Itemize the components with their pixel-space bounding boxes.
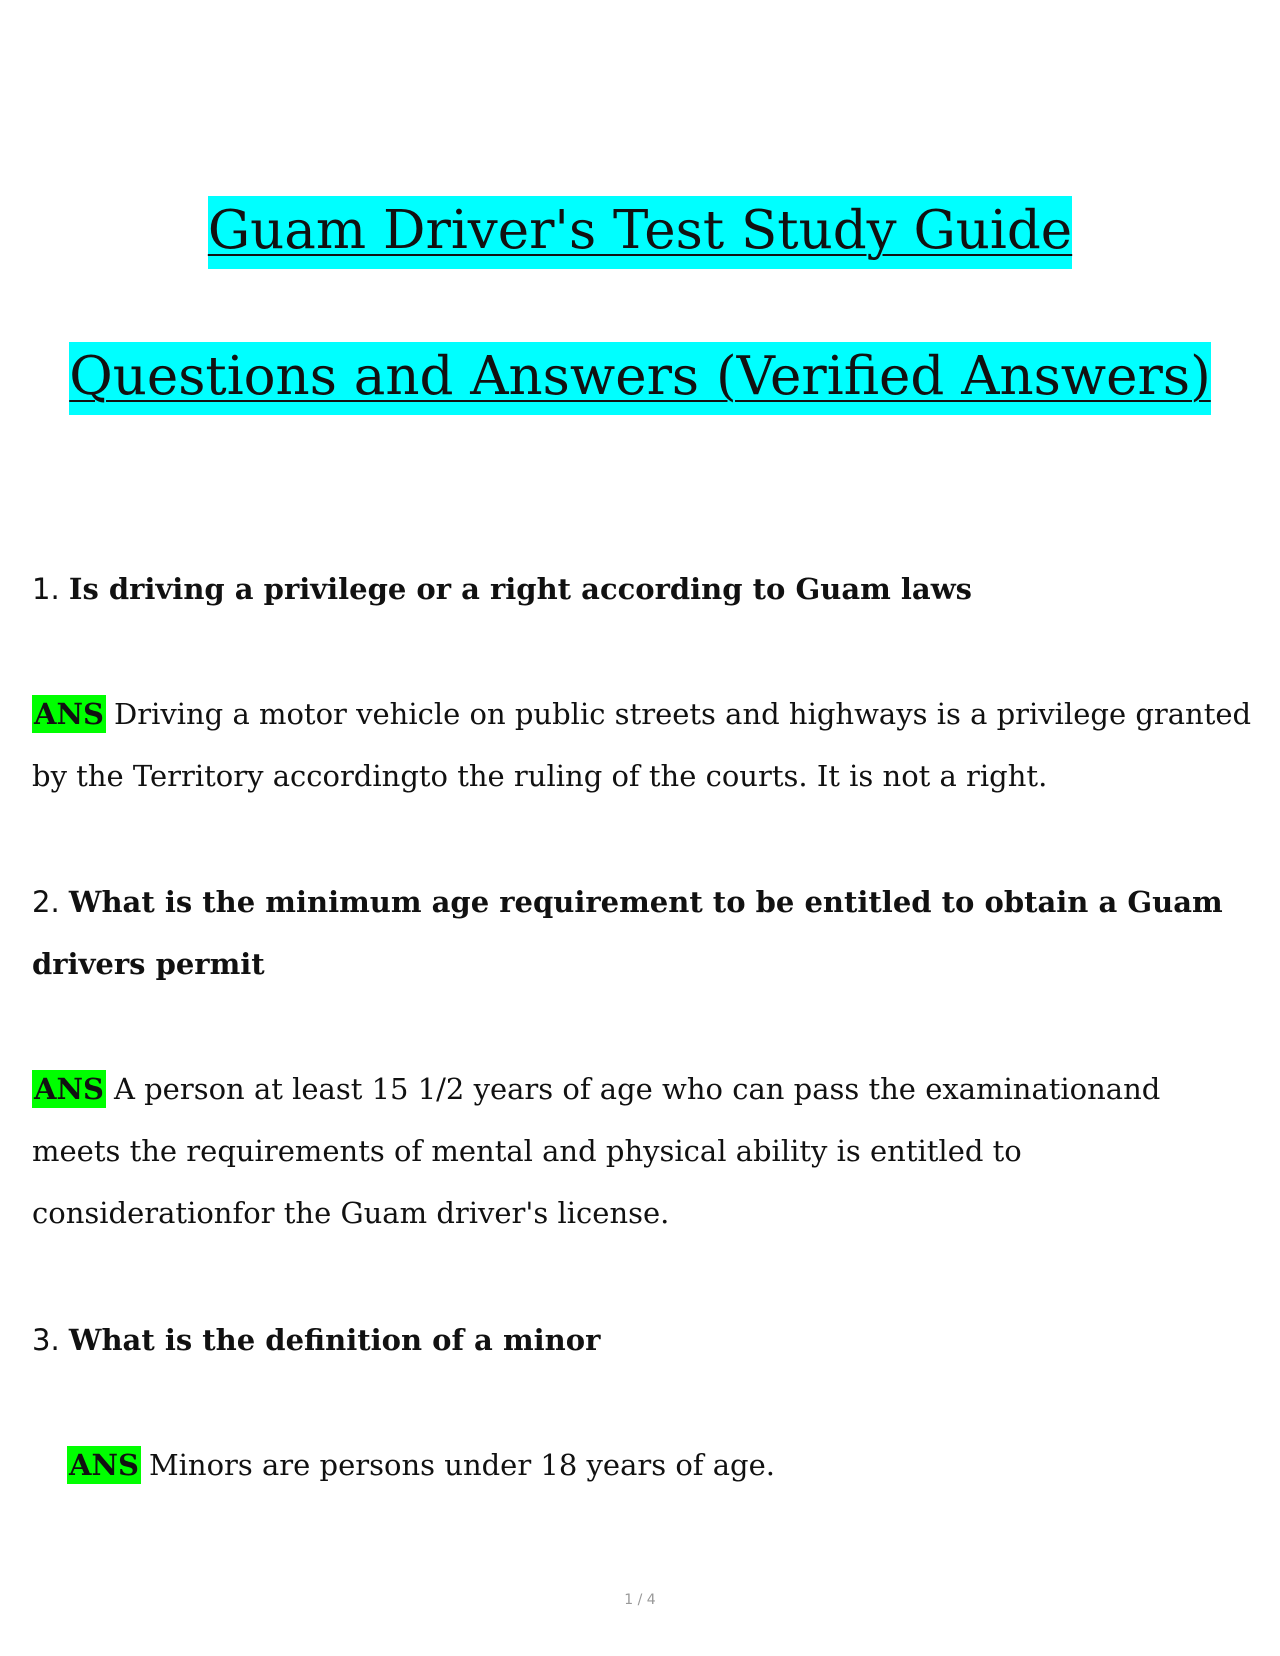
answer-text: A person at least 15 1/2 years of age who can pass the examinationand meets the requirements of mental and physical ability is entitled to considerationfor the Guam driver's license. [32, 1072, 1161, 1230]
ans-tag: ANS [34, 697, 104, 731]
question-text: What is the minimum age requirement to be entitled to obtain a Guam drivers permit [32, 885, 1223, 981]
question-2 [32, 871, 1252, 995]
title-text-1: Guam Driver's Test Study Guide [208, 196, 1072, 269]
question-3 [32, 1309, 1252, 1371]
page-indicator: 1 / 4 [624, 1592, 656, 1608]
answer-1 [32, 683, 1252, 807]
ans-tag: ANS [69, 1448, 139, 1482]
question-number: 1. [32, 572, 60, 606]
title-line-1 [0, 200, 1280, 261]
ans-tag: ANS [34, 1072, 104, 1106]
answer-2 [32, 1058, 1252, 1244]
question-number: 3. [32, 1323, 60, 1357]
answer-text: Minors are persons under 18 years of age. [148, 1448, 775, 1482]
title-line-2 [0, 346, 1280, 407]
question-1 [32, 558, 1252, 620]
answer-3 [67, 1434, 1280, 1496]
title-text-2: Questions and Answers (Verified Answers) [69, 342, 1211, 415]
answer-text: Driving a motor vehicle on public streets and highways is a privilege granted by the Territory accordingto the ruling of the courts. It is not a right. [32, 697, 1252, 793]
question-text: Is driving a privilege or a right according to Guam laws [68, 572, 972, 606]
question-number: 2. [32, 885, 60, 919]
question-text: What is the definition of a minor [68, 1323, 601, 1357]
